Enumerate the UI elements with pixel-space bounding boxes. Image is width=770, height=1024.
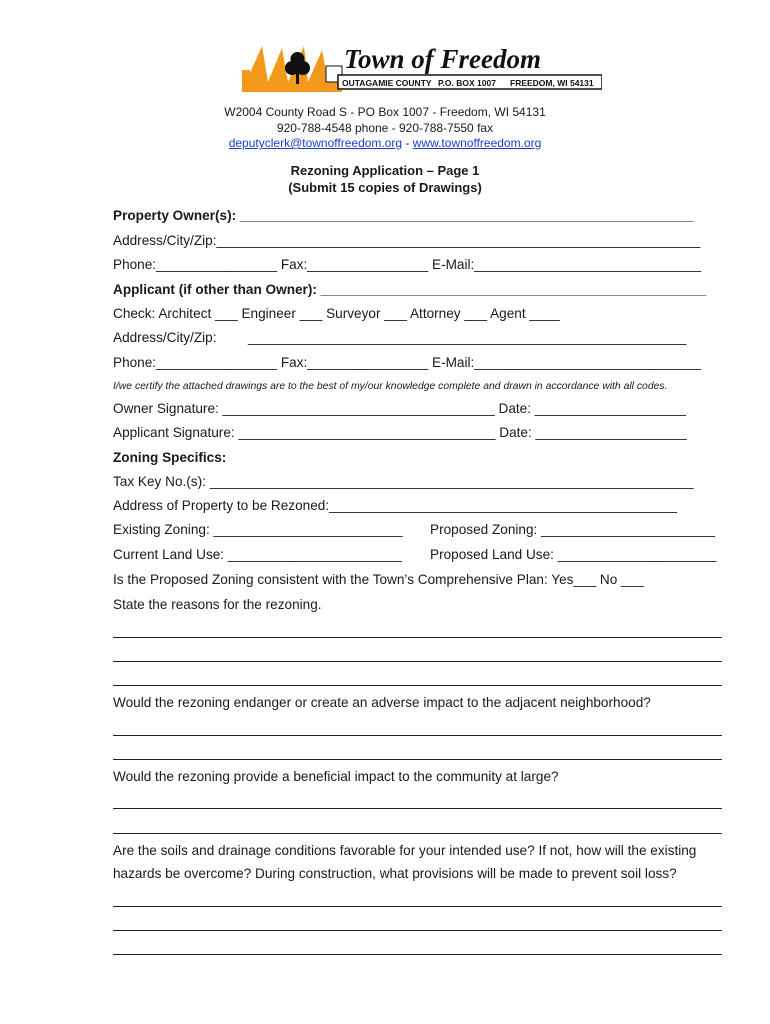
- endanger-answer-line[interactable]: [113, 759, 722, 760]
- certification-statement: I/we certify the attached drawings are to the best of my/our knowledge complete and drawn in accordance with all codes.: [113, 381, 668, 392]
- header-phone: 920-788-4548 phone - 920-788-7550 fax: [276, 121, 494, 135]
- applicant-address-field[interactable]: __________________________________________________________: [248, 330, 687, 345]
- proposed-land-use-field[interactable]: Proposed Land Use: _____________________: [430, 547, 717, 562]
- applicant-contact-field[interactable]: Phone:________________ Fax:________________ E-Mail:______________________________: [113, 355, 702, 370]
- owner-address-field[interactable]: Address/City/Zip:________________________________________________________________: [113, 233, 701, 248]
- logo-county: OUTAGAMIE COUNTY: [342, 78, 432, 88]
- beneficial-answer-line[interactable]: [113, 833, 722, 834]
- form-title: Rezoning Application – Page 1: [290, 163, 480, 178]
- town-logo: [242, 44, 602, 92]
- soils-answer-line[interactable]: [113, 906, 722, 907]
- form-subtitle: (Submit 15 copies of Drawings): [288, 180, 482, 195]
- property-address-field[interactable]: Address of Property to be Rezoned:______________________________________________: [113, 498, 677, 513]
- applicant-signature-field[interactable]: Applicant Signature: __________________________________ Date: ____________________: [113, 425, 687, 440]
- owner-contact-field[interactable]: Phone:________________ Fax:________________ E-Mail:______________________________: [113, 257, 702, 272]
- beneficial-question: Would the rezoning provide a beneficial impact to the community at large?: [113, 769, 559, 784]
- endanger-answer-line[interactable]: [113, 735, 722, 736]
- applicant-field[interactable]: Applicant (if other than Owner): ___________________________________________________: [113, 282, 707, 297]
- email-link[interactable]: deputyclerk@townoffreedom.org: [228, 136, 403, 150]
- property-owner-field[interactable]: Property Owner(s): ____________________________________________________________: [113, 208, 694, 223]
- zoning-specifics-heading: Zoning Specifics:: [113, 450, 227, 465]
- header-contact-links: [0, 136, 770, 150]
- website-link[interactable]: www.townoffreedom.org: [412, 136, 542, 150]
- soils-answer-line[interactable]: [113, 930, 722, 931]
- header-separator: -: [402, 136, 413, 150]
- proposed-zoning-field[interactable]: Proposed Zoning: _______________________: [430, 522, 715, 537]
- soils-question-line-1: Are the soils and drainage conditions favorable for your intended use? If not, how will the existing: [113, 843, 697, 858]
- reasons-answer-line[interactable]: [113, 637, 722, 638]
- header-address: W2004 County Road S - PO Box 1007 - Freedom, WI 54131: [224, 105, 546, 119]
- comprehensive-plan-question[interactable]: Is the Proposed Zoning consistent with the Town’s Comprehensive Plan: Yes___ No ___: [113, 572, 644, 587]
- endanger-question: Would the rezoning endanger or create an adverse impact to the adjacent neighborhood?: [113, 695, 651, 710]
- soils-question-line-2: hazards be overcome? During construction, what provisions will be made to prevent soil loss?: [113, 866, 677, 881]
- soils-answer-line[interactable]: [113, 954, 722, 955]
- current-land-use-field[interactable]: Current Land Use: _______________________: [113, 547, 402, 562]
- reasons-answer-line[interactable]: [113, 685, 722, 686]
- beneficial-answer-line[interactable]: [113, 808, 722, 809]
- applicant-type-checks[interactable]: Check: Architect ___ Engineer ___ Surveyor ___ Attorney ___ Agent ____: [113, 306, 560, 321]
- reasons-answer-line[interactable]: [113, 661, 722, 662]
- existing-zoning-field[interactable]: Existing Zoning: _________________________: [113, 522, 403, 537]
- logo-pobox: P.O. BOX 1007: [438, 78, 496, 88]
- reasons-prompt: State the reasons for the rezoning.: [113, 597, 322, 612]
- owner-signature-field[interactable]: Owner Signature: ____________________________________ Date: ____________________: [113, 401, 686, 416]
- applicant-address-label: Address/City/Zip:: [113, 330, 217, 345]
- logo-title: Town of Freedom: [344, 44, 542, 74]
- tax-key-field[interactable]: Tax Key No.(s): ________________________________________________________________: [113, 474, 694, 489]
- logo-city: FREEDOM, WI 54131: [510, 78, 594, 88]
